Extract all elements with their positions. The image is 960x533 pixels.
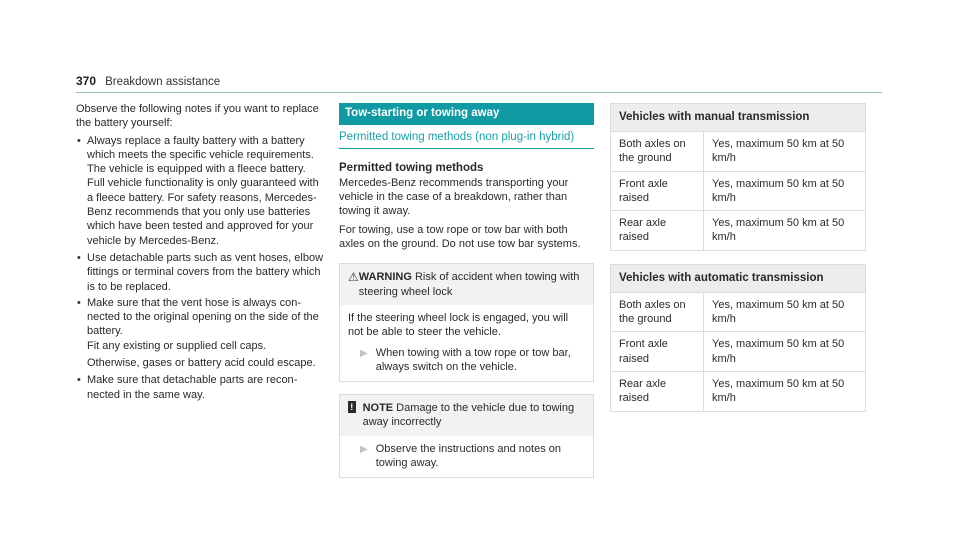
- warning-label: WARNING: [358, 271, 412, 284]
- note-box: [339, 394, 594, 478]
- table-row: Both axles on the ground Yes, maximum 50 km at 50 km/h: [611, 132, 866, 172]
- towing-column: [339, 103, 594, 478]
- intro-text: Observe the following notes if you want to replace the battery yourself:: [76, 103, 319, 130]
- battery-notes-column: [76, 102, 326, 404]
- page-number: 370: [76, 74, 97, 88]
- warning-title: Risk of accident when towing with steering wheel lock: [358, 271, 580, 298]
- section-name: Breakdown assistance: [105, 76, 221, 88]
- arrow-right-icon: ▶: [360, 443, 368, 455]
- list-item-note: Fit any existing or supplied cell caps.: [87, 339, 267, 352]
- subsection-title: Permitted towing methods (non plug-in hybrid): [339, 130, 594, 149]
- warning-text: If the steering wheel lock is engaged, you will not be able to steer the vehicle.: [348, 311, 569, 339]
- table-row: Front axle raised Yes, maximum 50 km at 50 km/h: [611, 332, 866, 372]
- list-item: • Make sure that the vent hose is always connected to the original opening on the side of the battery. Fit any existing or supplied cell caps. Otherwise, gases or battery acid could escape.: [76, 296, 326, 370]
- section-title: Tow-starting or towing away: [339, 103, 594, 125]
- warning-header: [340, 264, 593, 305]
- towing-heading: Permitted towing methods: [339, 161, 484, 174]
- list-item-note: The vehicle is equipped with a fleece battery. Full vehicle functionality is only guaranteed with a fleece battery. For safety reasons, Mercedes-Benz recommends that you only use batteries which have been tested and approved for your vehicle by Mercedes-Benz.: [87, 163, 319, 247]
- battery-notes-list: [76, 134, 326, 402]
- list-item: • Always replace a faulty battery with a battery which meets the specific vehicle requirements. The vehicle is equipped with a fleece battery. Full vehicle functionality is only guaranteed with a fleece battery. For safety reasons, Mercedes-Benz recommends that you only use batteries which have been tested and approved for your vehicle by Mercedes-Benz.: [76, 134, 326, 248]
- table-row: Rear axle raised Yes, maximum 50 km at 50 km/h: [611, 371, 866, 411]
- automatic-transmission-table: [610, 264, 866, 412]
- list-item: • Make sure that detachable parts are reconnected in the same way.: [76, 373, 326, 402]
- note-action: ▶ Observe the instructions and notes on towing away.: [360, 442, 561, 470]
- paragraph: For towing, use a tow rope or tow bar with both axles on the ground. Do not use tow bar systems.: [339, 223, 581, 251]
- table-row: Rear axle raised Yes, maximum 50 km at 50 km/h: [611, 211, 866, 251]
- table-title: Vehicles with automatic transmission: [611, 264, 866, 292]
- towing-tables-column: [610, 103, 866, 412]
- page-header: [76, 74, 882, 93]
- warning-triangle-icon: ⚠: [348, 270, 359, 285]
- warning-box: [339, 263, 594, 382]
- note-label: NOTE: [362, 402, 394, 415]
- note-header: [340, 395, 593, 436]
- warning-action: ▶ When towing with a tow rope or tow bar, always switch on the vehicle.: [360, 346, 571, 373]
- note-title: Damage to the vehicle due to towing away incorrectly: [362, 402, 575, 429]
- list-item-note: Otherwise, gases or battery acid could escape.: [87, 357, 316, 370]
- table-row: Both axles on the ground Yes, maximum 50 km at 50 km/h: [611, 292, 866, 332]
- manual-transmission-table: [610, 103, 866, 251]
- arrow-right-icon: ▶: [360, 347, 368, 359]
- table-row: Front axle raised Yes, maximum 50 km at 50 km/h: [611, 171, 866, 211]
- paragraph: Mercedes-Benz recommends transporting your vehicle in the case of a breakdown, rather than towing it away.: [339, 176, 569, 218]
- exclamation-icon: !: [348, 401, 356, 413]
- list-item: • Use detachable parts such as vent hoses, elbow fittings or terminal covers from the battery which is to be replaced.: [76, 251, 326, 294]
- table-title: Vehicles with manual transmission: [611, 104, 866, 132]
